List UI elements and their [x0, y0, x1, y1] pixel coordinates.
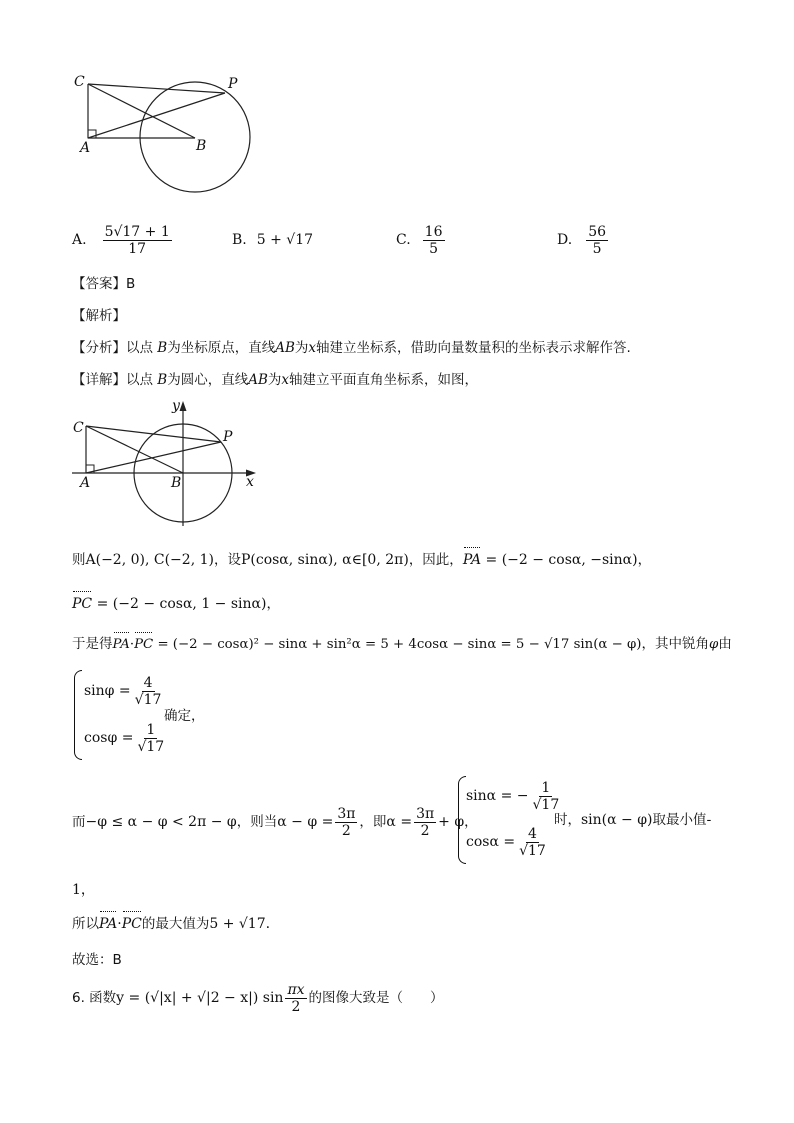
option-c-letter: C. [396, 232, 411, 248]
line6-part-5: 的最大值为 [141, 916, 210, 932]
option-b [232, 220, 313, 260]
line4-part-7: ，即 [359, 814, 387, 830]
solution-line-4 [72, 802, 478, 842]
fenxi-line [72, 338, 631, 358]
line4-frac-2-num: 3π [416, 805, 435, 822]
line1-part-7: = (−2 − cosα, −sinα) [485, 552, 638, 568]
line1-part-8: ， [637, 552, 652, 568]
option-b-value: 5 + √17 [256, 232, 314, 248]
figure-1-label-p: P [228, 76, 238, 92]
figure-2-label-y: y [172, 398, 180, 414]
figure-1-label-b: B [196, 138, 207, 154]
answer-value: B [126, 276, 136, 292]
solution-line-6 [72, 914, 270, 934]
line6-vector-pa: PA [99, 916, 118, 932]
answer-label: 【答案】 [72, 276, 126, 292]
figure-1-line-cp [88, 84, 225, 93]
option-d [557, 220, 610, 260]
line3-phi: φ [708, 637, 719, 652]
line6-vector-pc: PC [121, 916, 142, 932]
system-2-suffix-1: 时， [554, 812, 581, 828]
xiangjie-point-b: B [157, 372, 168, 388]
line1-part-3: ，设 [213, 552, 241, 568]
option-c-denominator: 5 [429, 240, 439, 257]
figure-2-label-c: C [73, 420, 84, 436]
system-1-sin [84, 671, 165, 711]
vector-pa: PA [462, 552, 482, 568]
line3-part-6: ，其中锐角 [641, 636, 709, 652]
line4-part-3: ，则当 [236, 814, 278, 830]
line4-part-12: ， [464, 814, 478, 830]
system-1-sin-lhs: sinφ = [84, 683, 131, 699]
line4-frac-1-den: 2 [341, 822, 351, 839]
solution-line-1 [72, 550, 651, 570]
option-d-numerator: 56 [588, 223, 607, 240]
figure-1 [60, 66, 280, 196]
line4-inequality: −φ ≤ α − φ < 2π − φ [85, 814, 237, 830]
system-2-sin [466, 776, 563, 816]
system-2-suffix-3: 取最小值- [652, 812, 712, 828]
system-2-brace [458, 776, 466, 864]
option-b-letter: B. [232, 232, 247, 248]
figure-2-label-b: B [171, 475, 182, 491]
xiangjie-label: 【详解】 [72, 372, 126, 388]
figure-1-circle [140, 82, 250, 192]
option-d-denominator: 5 [592, 240, 602, 257]
system-1-sin-num: 4 [143, 674, 153, 691]
line1-part-1: 则 [72, 552, 86, 568]
answer-line [72, 274, 135, 294]
final-choice: 故选：B [72, 952, 122, 968]
figure-2-line-ap [86, 442, 221, 473]
figure-1-line-cb [88, 84, 195, 138]
line6-period: . [265, 916, 271, 932]
q6-frac-den: 2 [291, 998, 301, 1015]
q6-frac-num: πx [287, 981, 305, 998]
line3-expression: = (−2 − cosα)² − sinα + sin²α = 5 + 4cosα − sinα = 5 − √17 sin(α − φ) [157, 637, 642, 652]
fenxi-text-3: 为 [294, 340, 309, 356]
option-a [72, 220, 174, 260]
line3-part-1: 于是得 [72, 636, 113, 652]
figure-2-y-arrow [180, 401, 187, 411]
figure-2-label-x: x [246, 474, 254, 490]
system-2-cos-num: 4 [528, 825, 537, 842]
solution-line-3 [72, 634, 732, 655]
system-2-cos-lhs: cosα = [466, 834, 516, 850]
line1-part-5: ，因此， [408, 552, 463, 568]
fenxi-text-2: 为坐标原点，直线 [167, 340, 276, 356]
option-c [396, 220, 447, 260]
fenxi-axis-x: x [308, 340, 317, 356]
line4-part-4: α − φ = [277, 814, 334, 830]
figure-2 [60, 396, 270, 534]
fenxi-point-b: B [157, 340, 168, 356]
option-a-letter: A. [72, 232, 87, 248]
system-1-suffix: 确定， [164, 708, 205, 724]
q6-part-5: 的图像大致是（ ） [308, 990, 444, 1006]
option-a-denominator: 17 [128, 240, 147, 257]
system-1-cos-den: √17 [137, 738, 165, 755]
system-2-suffix [554, 810, 711, 830]
line1-part-4: P(cosα, sinα), α∈[0, 2π) [240, 552, 409, 568]
system-2-sin-num: 1 [541, 779, 551, 796]
question-6 [72, 978, 444, 1018]
figure-2-label-a: A [80, 475, 91, 491]
system-1-cos-num: 1 [146, 721, 156, 738]
line6-dot: · [117, 916, 122, 932]
line6-part-1: 所以 [72, 916, 99, 932]
line3-part-8: 由 [718, 636, 732, 652]
q6-part-1: 6. 函数 [72, 990, 117, 1006]
figure-2-line-cp [86, 426, 221, 442]
system-1-cos [84, 718, 168, 758]
line4-frac-1-num: 3π [337, 805, 356, 822]
line6-max-value: 5 + √17 [209, 916, 266, 932]
figure-1-line-ap [88, 93, 225, 138]
system-2-cos [466, 822, 550, 862]
system-1-sin-den: √17 [134, 691, 162, 708]
xiangjie-text-2: 为圆心，直线 [167, 372, 249, 388]
figure-2-label-p: P [223, 429, 233, 445]
xiangjie-text-4: 轴建立平面直角坐标系，如图， [289, 372, 479, 388]
xiangjie-line-ab: AB [248, 372, 268, 388]
xiangjie-axis-x: x [281, 372, 290, 388]
system-1-cos-lhs: cosφ = [84, 730, 134, 746]
solution-line-2 [72, 594, 280, 614]
q6-function: y = (√|x| + √|2 − x|) sin [116, 990, 284, 1006]
fenxi-label: 【分析】 [72, 340, 126, 356]
xiangjie-line [72, 370, 478, 390]
line4-part-1: 而 [72, 814, 86, 830]
option-a-numerator: 5√17 + 1 [104, 223, 170, 240]
xiangjie-text-1: 以点 [126, 372, 153, 388]
figure-1-label-a: A [80, 140, 91, 156]
option-d-letter: D. [557, 232, 573, 248]
xiangjie-text-3: 为 [267, 372, 282, 388]
solution-line-5: 1， [72, 882, 95, 898]
figure-1-label-c: C [74, 74, 85, 90]
fenxi-text-1: 以点 [126, 340, 153, 356]
line1-part-2: A(−2, 0), C(−2, 1) [85, 552, 214, 568]
system-2-sin-lhs: sinα = − [466, 788, 529, 804]
line2-part-2: = (−2 − cosα, 1 − sinα) [96, 596, 267, 612]
system-2-suffix-2: sin(α − φ) [581, 812, 653, 828]
fenxi-line-ab: AB [275, 340, 295, 356]
system-1-brace [74, 670, 82, 760]
vector-pc: PC [72, 596, 93, 612]
line4-part-8: α = [386, 814, 413, 830]
system-2-sin-den: √17 [532, 796, 560, 813]
system-2-cos-den: √17 [519, 842, 546, 859]
line3-dot: · [129, 637, 135, 652]
line2-part-3: ， [266, 596, 280, 612]
vector-pa-dot: PA [113, 635, 130, 655]
analysis-heading: 【解析】 [72, 308, 126, 324]
line4-part-11: + φ [438, 814, 465, 830]
fenxi-text-4: 轴建立坐标系，借助向量数量积的坐标表示求解作答. [316, 340, 631, 356]
line4-frac-2-den: 2 [420, 822, 430, 839]
option-c-numerator: 16 [424, 223, 443, 240]
vector-pc-dot: PC [134, 635, 153, 655]
